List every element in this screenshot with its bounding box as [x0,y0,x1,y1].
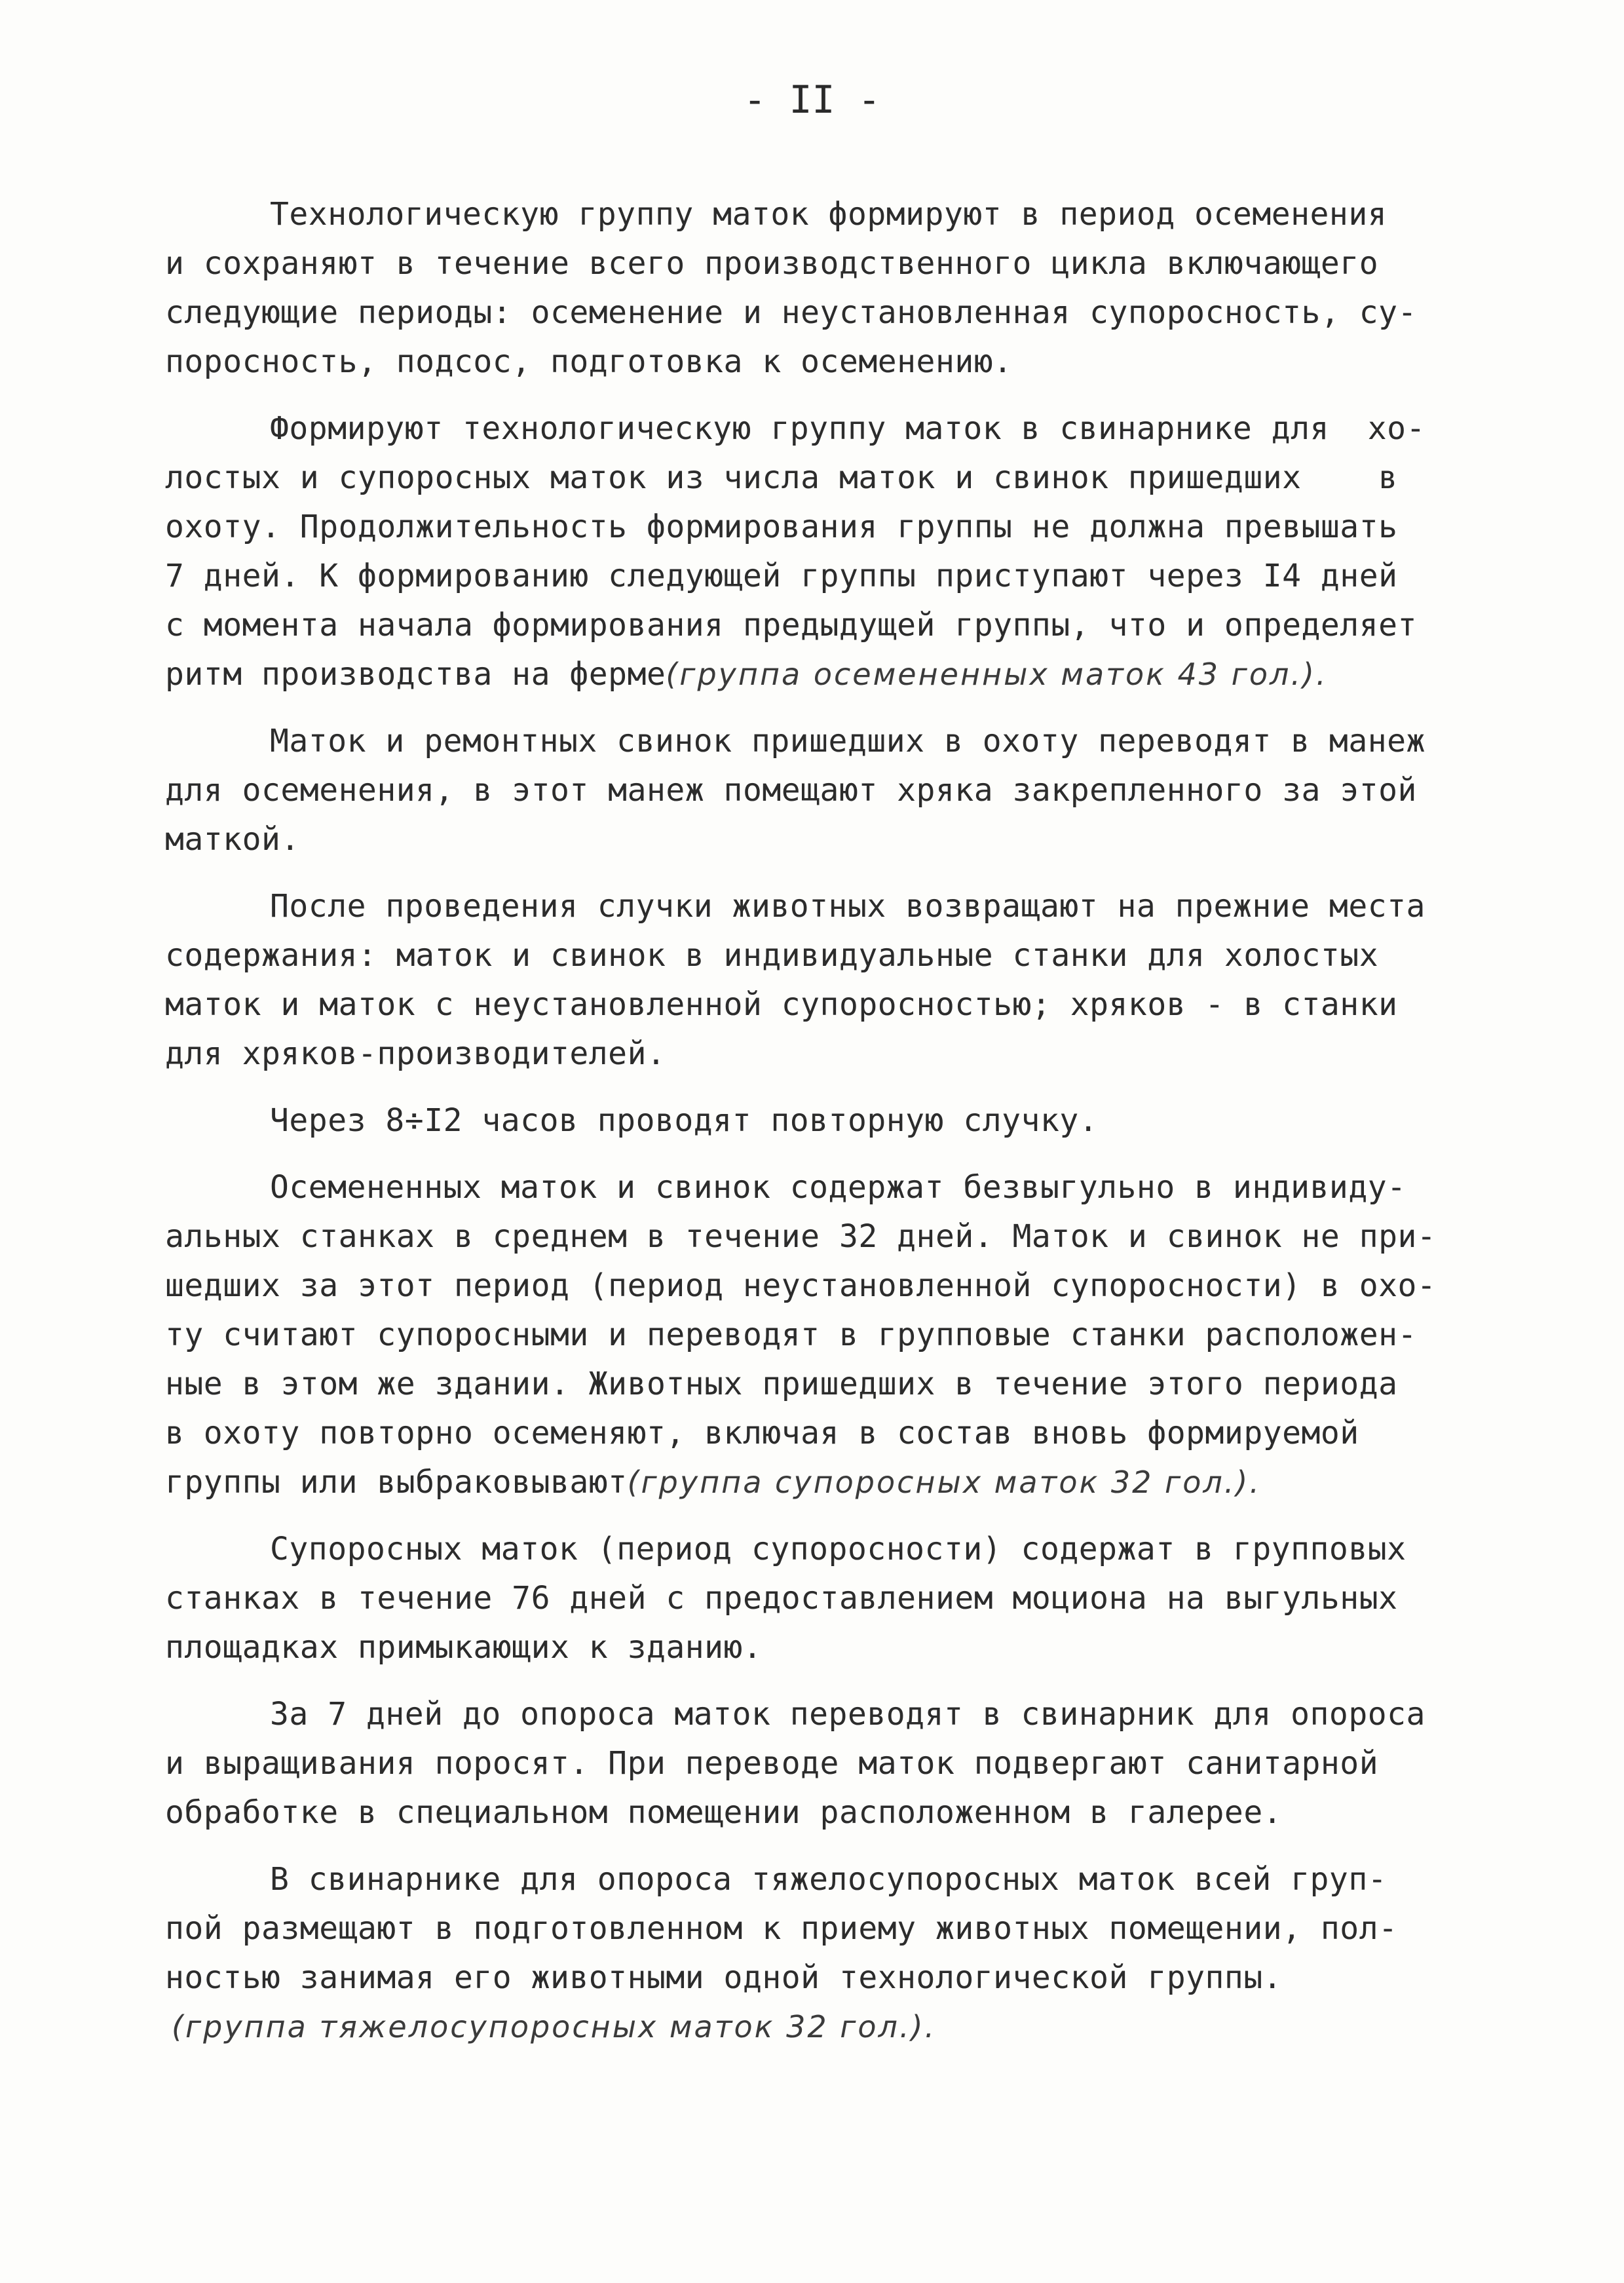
text-line: с момента начала формирования предыдущей группы, что и определяет [165,607,1417,643]
text-line: в охоту повторно осеменяют, включая в состав вновь формируемой [165,1415,1359,1451]
text-line: следующие периоды: осеменение и неустановленная супоросность, су- [165,294,1417,331]
text-line: для хряков-производителей. [165,1035,666,1072]
text-line: для осеменения, в этот манеж помещают хряка закрепленного за этой [165,772,1417,809]
text-line: пой размещают в подготовленном к приему животных помещении, пол- [165,1910,1398,1947]
text-line: поросность, подсос, подготовка к осеменению. [165,343,1013,380]
text-line: станках в течение 76 дней с предоставлением моциона на выгульных [165,1580,1398,1617]
paragraph-9 [165,1855,1488,2052]
text-line: и сохраняют в течение всего производственного цикла включающего [165,245,1379,282]
text-line: После проведения случки животных возвращают на прежние места [270,888,1426,925]
text-line: 7 дней. К формированию следующей группы приступают через I4 дней [165,558,1398,594]
text-line: маток и маток с неустановленной супоросностью; хряков - в станки [165,986,1398,1023]
paragraph-3 [165,717,1488,864]
handwritten-note: (группа супоросных маток 32 гол.). [627,1465,1261,1500]
text-line: ностью занимая его животными одной технологической группы. [165,1959,1283,1996]
text-fragment: группы или выбраковывают [165,1464,628,1501]
handwritten-note: (группа тяжелосупоросных маток 32 гол.). [172,2009,937,2044]
text-line: ные в этом же здании. Животных пришедших в течение этого периода [165,1366,1398,1402]
paragraph-8 [165,1690,1488,1837]
paragraph-1 [165,190,1488,387]
paragraph-4 [165,882,1488,1079]
handwritten-note: (группа осемененных маток 43 гол.). [666,657,1328,692]
text-line: Технологическую группу маток формируют в период осеменения [270,196,1388,233]
text-line: Осемененных маток и свинок содержат безвыгульно в индивиду- [270,1169,1407,1206]
paragraph-5 [165,1096,1488,1145]
text-fragment: ритм производства на ферме [165,656,666,693]
text-line: шедших за этот период (период неустановленной супоросности) в охо- [165,1267,1437,1304]
text-line: альных станках в среднем в течение 32 дней. Маток и свинок не при- [165,1218,1437,1255]
text-line: обработке в специальном помещении расположенном в галерее. [165,1794,1283,1831]
paragraph-6 [165,1163,1488,1507]
text-line: охоту. Продолжительность формирования группы не должна превышать [165,508,1398,545]
paragraph-2 [165,404,1488,699]
text-line: За 7 дней до опороса маток переводят в свинарник для опороса [270,1696,1426,1733]
text-line: содержания: маток и свинок в индивидуальные станки для холостых [165,937,1379,974]
text-line: Формируют технологическую группу маток в свинарнике для хо- [270,410,1426,447]
text-line: и выращивания поросят. При переводе маток подвергают санитарной [165,1745,1379,1782]
text-line: В свинарнике для опороса тяжелосупоросных маток всей груп- [270,1861,1388,1898]
text-line: Супоросных маток (период супоросности) содержат в групповых [270,1531,1407,1567]
text-line-with-note [165,1458,1488,1507]
text-line: площадках примыкающих к зданию. [165,1629,763,1666]
body-text [165,190,1488,2069]
text-line: маткой. [165,821,300,858]
text-line: лостых и супоросных маток из числа маток и свинок пришедших в [165,459,1398,496]
text-line: Маток и ремонтных свинок пришедших в охоту переводят в манеж [270,723,1426,759]
page-number: - II - [743,77,881,122]
text-line: Через 8÷I2 часов проводят повторную случку. [270,1102,1099,1139]
text-line: ту считают супоросными и переводят в групповые станки расположен- [165,1316,1417,1353]
paragraph-7 [165,1525,1488,1672]
text-line-with-note [165,650,1488,699]
